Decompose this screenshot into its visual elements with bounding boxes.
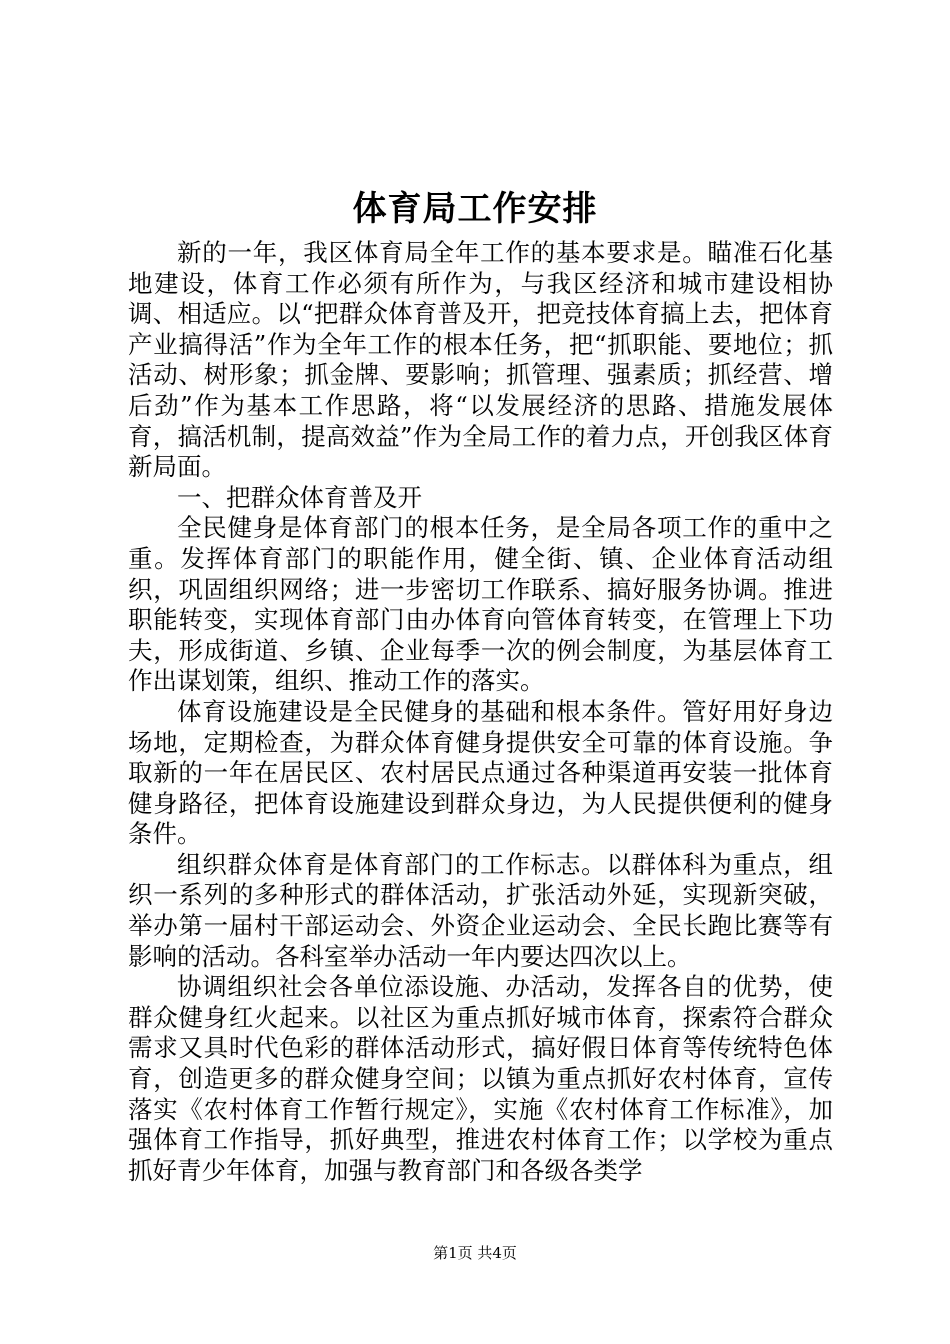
paragraph-fitness: 全民健身是体育部门的根本任务，是全局各项工作的重中之重。发挥体育部门的职能作用，健全街、镇、企业体育活动组织，巩固组织网络；进一步密切工作联系、搞好服务协调。推进职能转变，实现体育部门由办体育向管体育转变，在管理上下功夫，形成街道、乡镇、企业每季一次的例会制度，为基层体育工作出谋划策，组织、推动工作的落实。 <box>128 513 833 696</box>
paragraph-organize: 组织群众体育是体育部门的工作标志。以群体科为重点，组织一系列的多种形式的群体活动，扩张活动外延，实现新突破，举办第一届村干部运动会、外资企业运动会、全民长跑比赛等有影响的活动。各科室举办活动一年内要达四次以上。 <box>128 849 833 971</box>
document-body <box>128 238 833 1186</box>
section-heading: 一、把群众体育普及开 <box>177 482 422 512</box>
document-title: 体育局工作安排 <box>352 189 598 229</box>
page-footer: 第1页 共4页 <box>433 1244 517 1262</box>
paragraph-intro: 新的一年，我区体育局全年工作的基本要求是。瞄准石化基地建设，体育工作必须有所作为，与我区经济和城市建设相协调、相适应。以“把群众体育普及开，把竞技体育搞上去，把体育产业搞得活”作为全年工作的根本任务，把“抓职能、要地位；抓活动、树形象；抓金牌、要影响；抓管理、强素质；抓经营、增后劲”作为基本工作思路，将“以发展经济的思路、措施发展体育，搞活机制，提高效益”作为全局工作的着力点，开创我区体育新局面。 <box>128 238 833 482</box>
paragraph-coordinate: 协调组织社会各单位添设施、办活动，发挥各自的优势，使群众健身红火起来。以社区为重点抓好城市体育，探索符合群众需求又具时代色彩的群体活动形式，搞好假日体育等传统特色体育，创造更多的群众健身空间；以镇为重点抓好农村体育，宣传落实《农村体育工作暂行规定》，实施《农村体育工作标准》，加强体育工作指导，抓好典型，推进农村体育工作；以学校为重点抓好青少年体育，加强与教育部门和各级各类学 <box>128 972 833 1185</box>
paragraph-facilities: 体育设施建设是全民健身的基础和根本条件。管好用好身边场地，定期检查，为群众体育健身提供安全可靠的体育设施。争取新的一年在居民区、农村居民点通过各种渠道再安装一批体育健身路径，把体育设施建设到群众身边，为人民提供便利的健身条件。 <box>128 696 833 849</box>
